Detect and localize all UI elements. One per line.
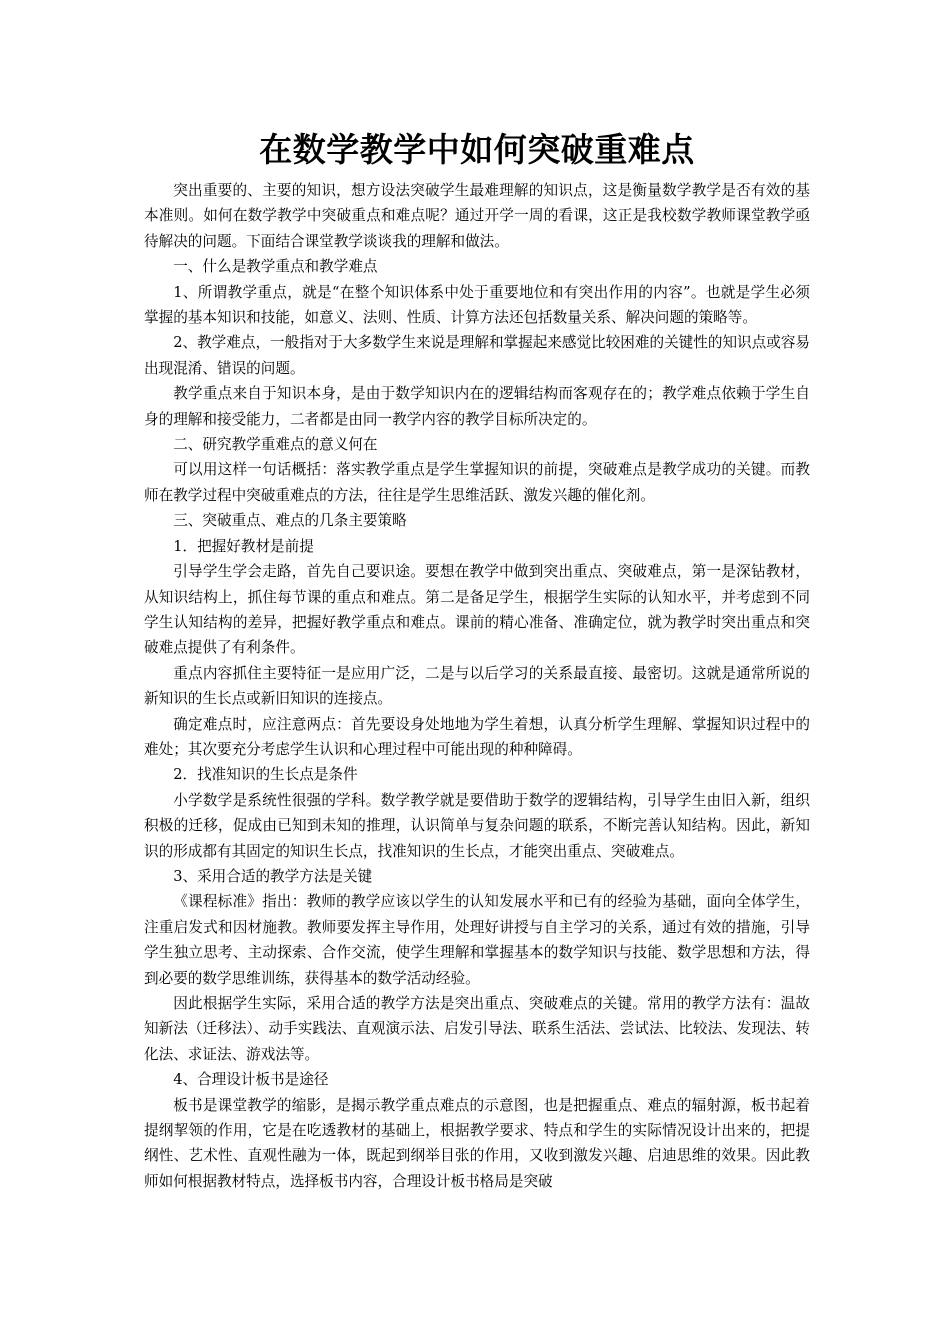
subheading-4: 4、合理设计板书是途径	[173, 1071, 329, 1089]
paragraph-blackboard: 板书是课堂教学的缩影，是揭示教学重点难点的示意图，也是把握重点、难点的辐射源，板书起着提纲挈领的作用，它是在吃透教材的基础上，根据教学要求、特点和学生的实际情况设计出来的，把提纲性、艺术性、直观性融为一体，既起到纲举目张的作用，又收到激发兴趣、启迪思维的效果。因此教师如何根据教材特点，选择板书内容，合理设计板书格局是突破	[144, 1096, 810, 1190]
document-title: 在数学教学中如何突破重难点	[259, 130, 695, 169]
section-heading-3: 三、突破重点、难点的几条主要策略	[173, 512, 407, 530]
paragraph-key-features: 重点内容抓住主要特征一是应用广泛，二是与以后学习的关系最直接、最密切。这就是通常所说的新知识的生长点或新旧知识的连接点。	[144, 664, 810, 708]
paragraph-key-point-definition: 1、所谓教学重点，就是“在整个知识体系中处于重要地位和有突出作用的内容”。也就是学生必须掌握的基本知识和技能，如意义、法则、性质、计算方法还包括数量关系、解决问题的策略等。	[144, 283, 810, 327]
paragraph-textbook: 引导学生学会走路，首先自己要识途。要想在教学中做到突出重点、突破难点，第一是深钻教材，从知识结构上，抓住每节课的重点和难点。第二是备足学生，根据学生实际的认知水平，并考虑到不同学生认知结构的差异，把握好教学重点和难点。课前的精心准备、准确定位，就为教学时突出重点和突破难点提供了有利条件。	[144, 563, 810, 657]
paragraph-difficulty-definition: 2、教学难点，一般指对于大多数学生来说是理解和掌握起来感觉比较困难的关键性的知识点或容易出现混淆、错误的问题。	[144, 334, 811, 377]
document-body	[144, 126, 810, 1194]
paragraph-curriculum-standard: 《课程标准》指出：教师的教学应该以学生的认知发展水平和已有的经验为基础，面向全体学生，注重启发式和因材施教。教师要发挥主导作用，处理好讲授与自主学习的关系，通过有效的措施，引导学生独立思考、主动探索、合作交流，使学生理解和掌握基本的数学知识与技能、数学思想和方法，得到必要的数学思维训练，获得基本的数学活动经验。	[144, 893, 810, 987]
paragraph-teaching-methods: 因此根据学生实际，采用合适的教学方法是突出重点、突破难点的关键。常用的教学方法有：温故知新法（迁移法）、动手实践法、直观演示法、启发引导法、联系生活法、尝试法、比较法、发现法、转化法、求证法、游戏法等。	[144, 995, 810, 1063]
subheading-3: 3、采用合适的教学方法是关键	[173, 867, 373, 885]
subheading-1: 1．把握好教材是前提	[173, 537, 314, 555]
intro-paragraph: 突出重要的、主要的知识，想方设法突破学生最难理解的知识点，这是衡量数学教学是否有效的基本准则。如何在数学教学中突破重点和难点呢？通过开学一周的看课，这正是我校数学教师课堂教学亟待解决的问题。下面结合课堂教学谈谈我的理解和做法。	[144, 182, 810, 250]
paragraph-significance: 可以用这样一句话概括：落实教学重点是学生掌握知识的前提，突破难点是教学成功的关键。而教师在教学过程中突破重难点的方法，往往是学生思维活跃、激发兴趣的催化剂。	[144, 461, 810, 504]
section-heading-1: 一、什么是教学重点和教学难点	[173, 258, 378, 276]
paragraph-growth-point: 小学数学是系统性很强的学科。数学教学就是要借助于数学的逻辑结构，引导学生由旧入新，组织积极的迁移，促成由已知到未知的推理，认识简单与复杂问题的联系，不断完善认知结构。因此，新知识的形成都有其固定的知识生长点，找准知识的生长点，才能突出重点、突破难点。	[144, 791, 810, 860]
section-heading-2: 二、研究教学重难点的意义何在	[173, 436, 378, 454]
paragraph-determine-difficulty: 确定难点时，应注意两点：首先要设身处地地为学生着想，认真分析学生理解、掌握知识过程中的难处；其次要充分考虑学生认识和心理过程中可能出现的种种障碍。	[144, 715, 810, 758]
subheading-2: 2．找准知识的生长点是条件	[173, 766, 358, 784]
paragraph-origin: 教学重点来自于知识本身，是由于数学知识内在的逻辑结构而客观存在的；教学难点依赖于学生自身的理解和接受能力，二者都是由同一教学内容的教学目标所决定的。	[144, 385, 810, 428]
